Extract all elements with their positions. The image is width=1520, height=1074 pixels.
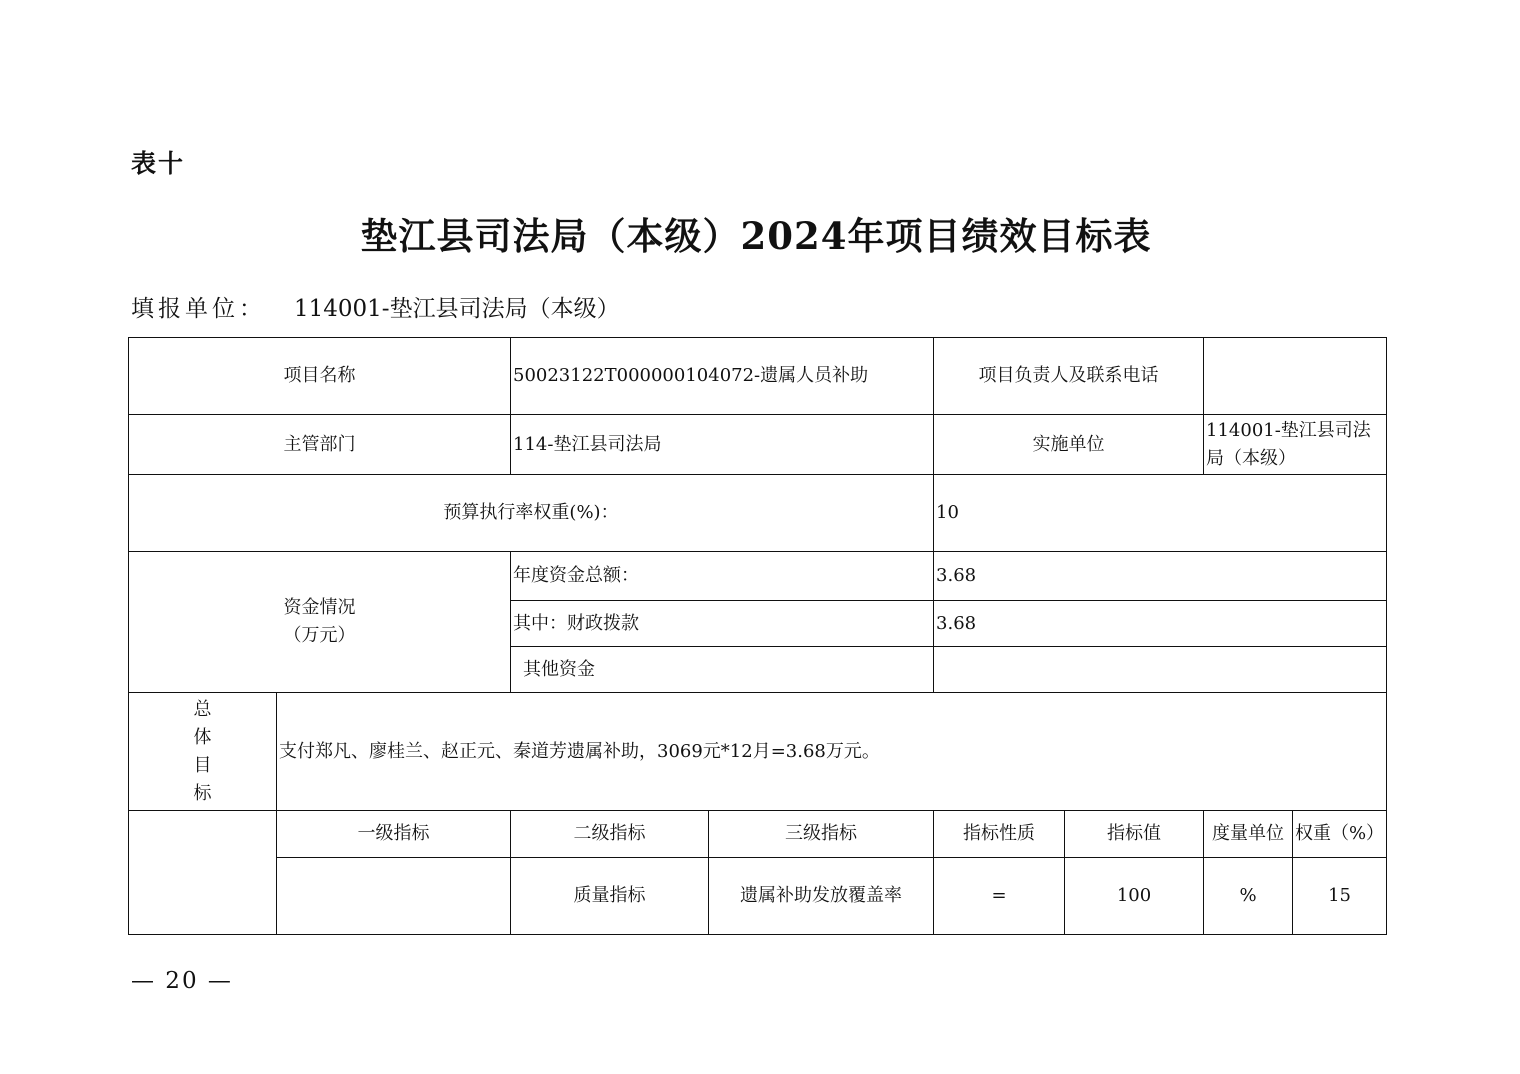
table-number-label: 表十	[131, 149, 186, 178]
goal-char: 体	[193, 726, 212, 748]
goal-char: 总	[193, 698, 212, 720]
header-level3: 三级指标	[709, 811, 934, 858]
table-row	[129, 858, 1387, 935]
performance-target-table	[128, 337, 1387, 935]
budget-weight-label: 预算执行率权重(%)：	[129, 475, 934, 552]
row-value: 100	[1065, 858, 1204, 935]
project-contact-label: 项目负责人及联系电话	[934, 338, 1204, 415]
reporting-unit-value: 114001-垫江县司法局（本级）	[294, 296, 620, 322]
funds-label-line1: 资金情况	[283, 597, 356, 618]
budget-weight-value: 10	[934, 475, 1387, 552]
implementing-unit-value: 114001-垫江县司法局（本级）	[1204, 415, 1387, 475]
document-title: 垫江县司法局（本级）2024年项目绩效目标表	[360, 214, 1152, 258]
overall-goal-label	[129, 693, 277, 811]
header-weight: 权重（%）	[1293, 811, 1387, 858]
page-number: — 20 —	[131, 968, 233, 994]
department-value: 114-垫江县司法局	[511, 415, 934, 475]
header-nature: 指标性质	[934, 811, 1065, 858]
project-contact-value	[1204, 338, 1387, 415]
funds-label-line2: （万元）	[283, 625, 356, 646]
reporting-unit-label: 填报单位：	[131, 296, 266, 322]
header-level2: 二级指标	[511, 811, 709, 858]
row-level3: 遗属补助发放覆盖率	[709, 858, 934, 935]
goal-char: 目	[193, 754, 212, 776]
other-funds-label: 其他资金	[511, 647, 934, 693]
reporting-unit-line	[131, 290, 620, 323]
row-unit: %	[1204, 858, 1293, 935]
other-funds-value	[934, 647, 1387, 693]
row-level1	[277, 858, 511, 935]
header-level1: 一级指标	[277, 811, 511, 858]
header-unit: 度量单位	[1204, 811, 1293, 858]
fiscal-funds-label: 其中：财政拨款	[511, 601, 934, 647]
overall-goal-text: 支付郑凡、廖桂兰、赵正元、秦道芳遗属补助，3069元*12月=3.68万元。	[277, 693, 1387, 811]
department-label: 主管部门	[129, 415, 511, 475]
row-weight: 15	[1293, 858, 1387, 935]
total-funds-label: 年度资金总额：	[511, 552, 934, 601]
funds-label	[129, 552, 511, 693]
row-nature: =	[934, 858, 1065, 935]
project-name-label: 项目名称	[129, 338, 511, 415]
row-level2: 质量指标	[511, 858, 709, 935]
header-value: 指标值	[1065, 811, 1204, 858]
goal-char: 标	[193, 782, 212, 804]
fiscal-funds-value: 3.68	[934, 601, 1387, 647]
indicator-blank-cell	[129, 811, 277, 935]
total-funds-value: 3.68	[934, 552, 1387, 601]
implementing-unit-label: 实施单位	[934, 415, 1204, 475]
project-name-value: 50023122T000000104072-遗属人员补助	[511, 338, 934, 415]
